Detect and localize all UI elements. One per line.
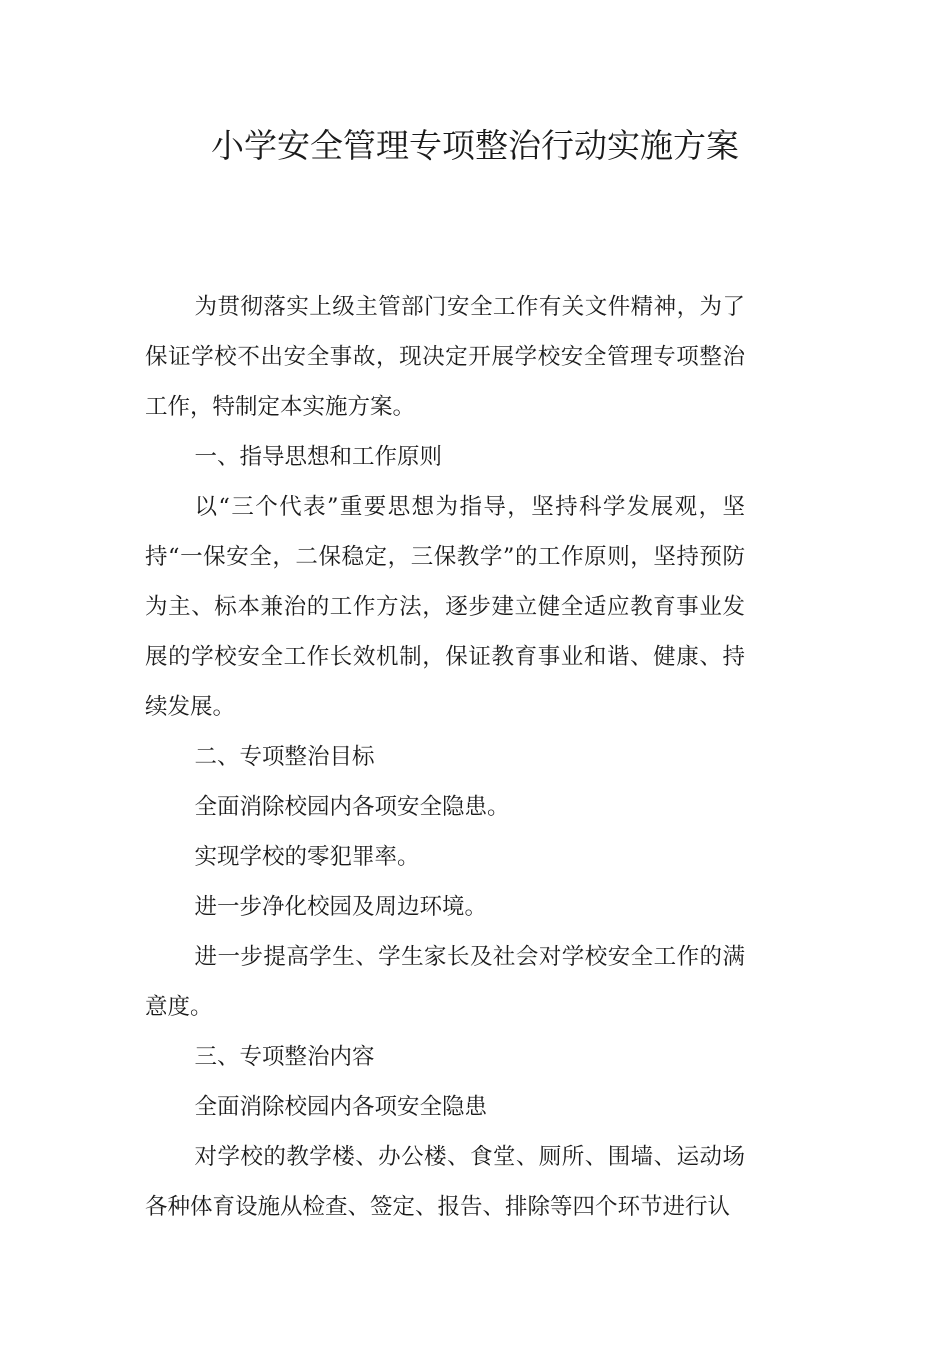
section-heading-1: 一、指导思想和工作原则 — [194, 444, 443, 470]
goal-item-2: 实现学校的零犯罪率。 — [194, 844, 420, 870]
paragraph-intro: 为贯彻落实上级主管部门安全工作有关文件精神，为了保证学校不出安全事故，现决定开展学校安全管理专项整治工作，特制定本实施方案。 — [145, 294, 745, 420]
section-heading-2: 二、专项整治目标 — [194, 744, 375, 770]
paragraph-principles: 以“三个代表”重要思想为指导，坚持科学发展观，坚持“一保安全，二保稳定，三保教学”的工作原则，坚持预防为主、标本兼治的工作方法，逐步建立健全适应教育事业发展的学校安全工作长效机制，保证教育事业和谐、健康、持续发展。 — [145, 494, 745, 720]
content-subheading-1: 全面消除校园内各项安全隐患 — [194, 1094, 488, 1120]
goal-item-1: 全面消除校园内各项安全隐患。 — [194, 794, 510, 820]
goal-item-3: 进一步净化校园及周边环境。 — [194, 894, 488, 920]
paragraph-inspection: 对学校的教学楼、办公楼、食堂、厕所、围墙、运动场各种体育设施从检查、签定、报告、排除等四个环节进行认 — [145, 1144, 745, 1220]
document-title: 小学安全管理专项整治行动实施方案 — [211, 126, 739, 165]
document-body — [145, 282, 745, 1232]
section-heading-3: 三、专项整治内容 — [194, 1044, 375, 1070]
goal-item-4: 进一步提高学生、学生家长及社会对学校安全工作的满意度。 — [145, 944, 745, 1020]
